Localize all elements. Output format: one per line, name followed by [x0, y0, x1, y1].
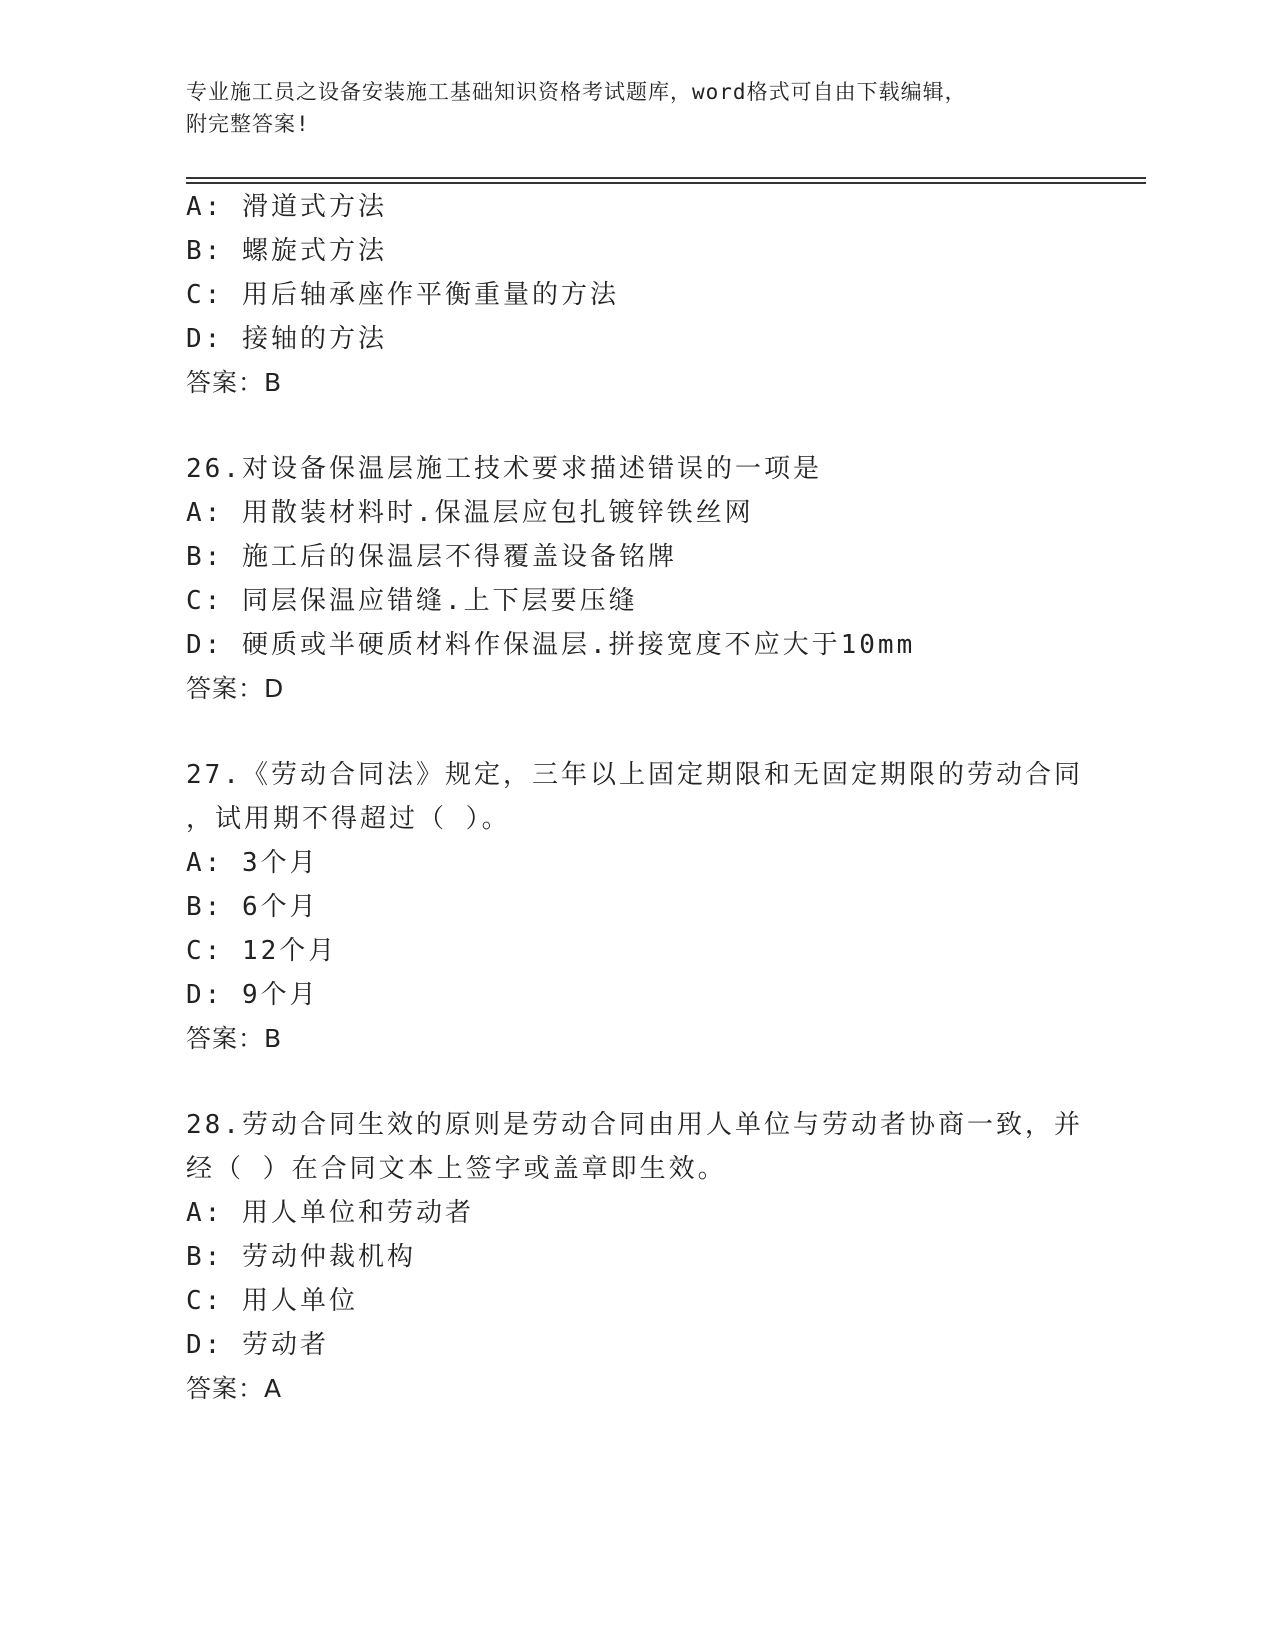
q26-option-d: D: 硬质或半硬质材料作保温层.拼接宽度不应大于10mm: [186, 630, 916, 660]
q26-option-c: C: 同层保温应错缝.上下层要压缝: [186, 586, 638, 616]
q26-stem: 26.对设备保温层施工技术要求描述错误的一项是: [186, 454, 822, 484]
header-line-1: 专业施工员之设备安装施工基础知识资格考试题库，word格式可自由下载编辑，: [186, 80, 967, 104]
q25-option-d: D: 接轴的方法: [186, 324, 387, 354]
q26-option-a: A: 用散装材料时.保温层应包扎镀锌铁丝网: [186, 498, 754, 528]
q27-option-c: C: 12个月: [186, 936, 338, 966]
q27-stem-line-1: 27.《劳动合同法》规定，三年以上固定期限和无固定期限的劳动合同: [186, 760, 1083, 790]
header-divider-top: [186, 177, 1146, 179]
q28-option-b: B: 劳动仲裁机构: [186, 1242, 416, 1272]
q27-stem-line-2: ，试用期不得超过（ ）。: [186, 804, 511, 834]
q25-option-a: A: 滑道式方法: [186, 192, 387, 222]
q28-stem-line-2: 经（ ）在合同文本上签字或盖章即生效。: [186, 1154, 727, 1184]
q27-option-d: D: 9个月: [186, 980, 319, 1010]
q27-answer: 答案：B: [186, 1024, 283, 1053]
document-header: [186, 76, 1086, 140]
q28-answer: 答案：A: [186, 1374, 283, 1403]
q28-option-c: C: 用人单位: [186, 1286, 358, 1316]
q25-answer: 答案：B: [186, 368, 283, 397]
q26-answer: 答案：D: [186, 674, 285, 703]
q27-option-b: B: 6个月: [186, 892, 319, 922]
q28-option-d: D: 劳动者: [186, 1330, 329, 1360]
header-line-2: 附完整答案!: [186, 112, 310, 136]
q28-option-a: A: 用人单位和劳动者: [186, 1198, 474, 1228]
header-divider-bottom: [186, 182, 1146, 184]
q27-option-a: A: 3个月: [186, 848, 319, 878]
q26-option-b: B: 施工后的保温层不得覆盖设备铭牌: [186, 542, 677, 572]
q25-option-b: B: 螺旋式方法: [186, 236, 387, 266]
q28-stem-line-1: 28.劳动合同生效的原则是劳动合同由用人单位与劳动者协商一致，并: [186, 1110, 1083, 1140]
q25-option-c: C: 用后轴承座作平衡重量的方法: [186, 280, 619, 310]
